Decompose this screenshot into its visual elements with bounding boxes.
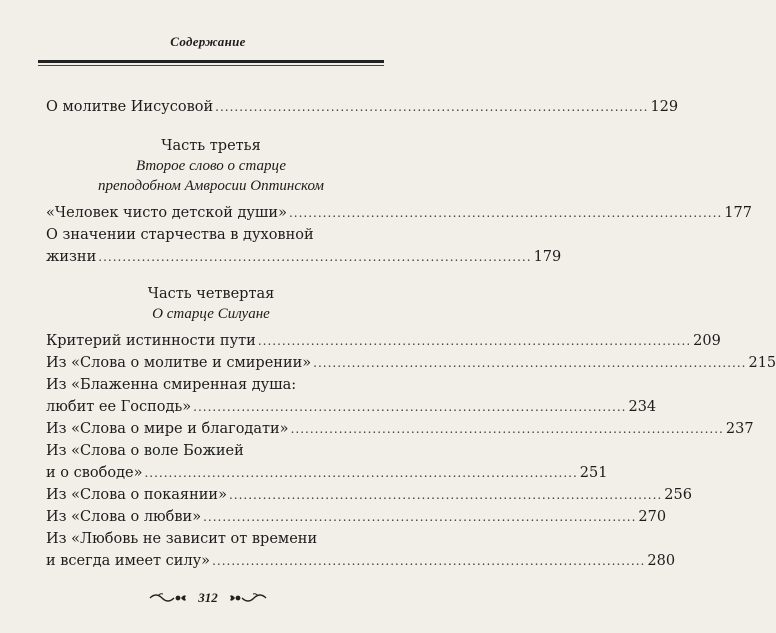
toc-entry [46, 374, 657, 418]
toc-entry-title-line: О значении старчества в духовной [46, 227, 314, 243]
toc-entry-title-line: Из «Блаженна смиренная душа: [46, 377, 297, 393]
leader-dots: .......................................................................................... [144, 466, 578, 480]
toc-entry-page: 280 [647, 553, 676, 569]
toc-entry-title: Из «Слова о любви» [46, 509, 202, 525]
toc-entry-title: Из «Слова о молитве и смирении» [46, 355, 312, 371]
toc-entry-page: 179 [533, 249, 562, 265]
toc-entry-page: 270 [638, 509, 667, 525]
toc-entry [46, 202, 752, 224]
toc-entry-page: 234 [628, 399, 657, 415]
toc-entry-title: Критерий истинности пути [46, 333, 256, 349]
toc-entry [46, 330, 721, 352]
leader-dots: .......................................................................................... [257, 334, 692, 348]
leader-dots: .......................................................................................... [203, 510, 637, 524]
part-heading: Часть четвертая [147, 286, 275, 302]
part-subtitle: О старце Силуане [152, 306, 270, 322]
header-rule-thin [38, 65, 384, 66]
toc-entry-page: 256 [664, 487, 692, 503]
header-rule-thick [38, 60, 384, 63]
running-header: Содержание [170, 34, 246, 49]
leader-dots: .......................................................................................... [288, 206, 723, 220]
floral-ornament-icon [148, 591, 188, 605]
toc-entry-page: 209 [693, 333, 721, 349]
toc-entry [46, 528, 676, 572]
toc-entry-title: Из «Слова о покаянии» [46, 487, 227, 503]
part-subtitle: Второе слово о старце [136, 158, 286, 174]
part-subtitle: преподобном Амвросии Оптинском [98, 178, 324, 194]
toc-entry-title: и о свободе» [46, 465, 143, 481]
leader-dots: .......................................................................................... [193, 400, 627, 414]
toc-entry-title: «Человек чисто детской души» [46, 205, 287, 221]
part-heading: Часть третья [161, 138, 261, 154]
leader-dots: .......................................................................................... [212, 554, 646, 568]
toc-entry-title-line: Из «Слова о воле Божией [46, 443, 244, 459]
toc-entry-page: 129 [650, 99, 679, 115]
toc-entry [46, 418, 754, 440]
toc-entry [46, 484, 692, 506]
toc-entry-title: Из «Слова о мире и благодати» [46, 421, 289, 437]
toc-entry-title: О молитве Иисусовой [46, 99, 214, 115]
leader-dots: .......................................................................................... [98, 250, 532, 264]
toc-entry-page: 215 [748, 355, 776, 371]
toc-entry-page: 177 [724, 205, 752, 221]
toc-entry-title: и всегда имеет силу» [46, 553, 211, 569]
toc-entry [46, 506, 667, 528]
toc-entry [46, 440, 608, 484]
toc-entry-page: 251 [579, 465, 608, 481]
toc-entry-title: жизни [46, 249, 97, 265]
floral-ornament-icon [228, 591, 268, 605]
toc-entry [46, 224, 562, 268]
toc-entry [46, 352, 776, 374]
leader-dots: .......................................................................................... [313, 356, 747, 370]
toc-entry-title-line: Из «Любовь не зависит от времени [46, 531, 318, 547]
leader-dots: .......................................................................................... [215, 100, 649, 114]
leader-dots: .......................................................................................... [228, 488, 663, 502]
table-of-contents [46, 96, 776, 572]
page-footer [0, 590, 416, 606]
page-number: 312 [198, 590, 218, 605]
toc-entry-page: 237 [725, 421, 754, 437]
toc-entry [46, 96, 679, 118]
toc-entry-title: любит ее Господь» [46, 399, 192, 415]
leader-dots: .......................................................................................... [290, 422, 724, 436]
